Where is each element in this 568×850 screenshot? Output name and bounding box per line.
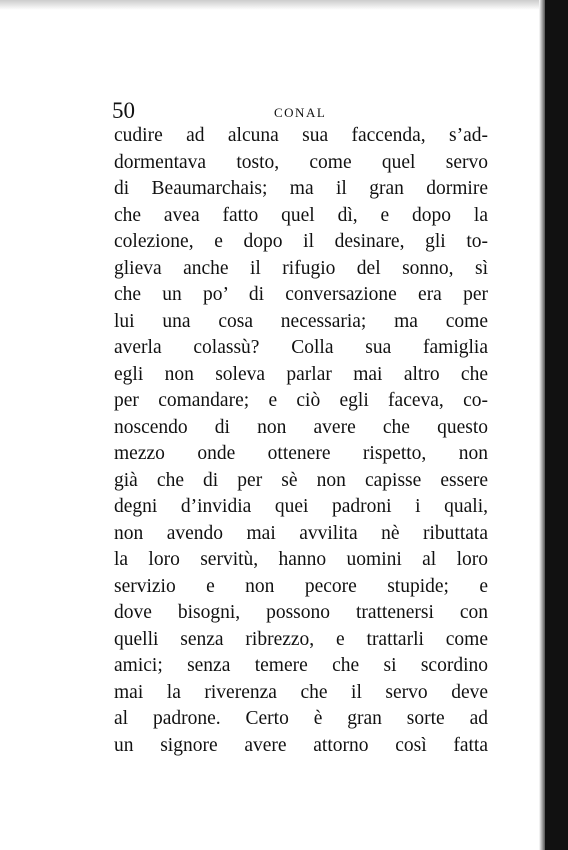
text-line: non avendo mai avvilita nè ributtata <box>114 522 488 544</box>
text-line: mezzo onde ottenere rispetto, non <box>114 443 488 464</box>
text-line: che un po’ di conversazione era per <box>114 284 488 305</box>
page-number: 50 <box>112 98 135 123</box>
scan-page-edge <box>545 0 568 850</box>
text-line: mai la riverenza che il servo deve <box>114 681 488 703</box>
text-line: al padrone. Certo è gran sorte ad <box>114 708 488 729</box>
text-line: averla colassù? Colla sua famiglia <box>114 337 488 358</box>
body-text <box>114 123 488 759</box>
text-line: egli non soleva parlar mai altro che <box>114 363 488 385</box>
text-line: già che di per sè non capisse essere <box>114 469 488 491</box>
text-line: un signore avere attorno così fatta <box>114 734 488 756</box>
text-line: dove bisogni, possono trattenersi con <box>114 602 488 623</box>
text-line: amici; senza temere che si scordino <box>114 655 488 676</box>
running-title: CONAL <box>274 105 327 120</box>
text-line: glieva anche il rifugio del sonno, sì <box>114 257 488 279</box>
text-line: cudire ad alcuna sua faccenda, s’ad- <box>114 125 488 146</box>
text-line: servizio e non pecore stupide; e <box>114 575 488 597</box>
text-line: di Beaumarchais; ma il gran dormire <box>114 178 488 199</box>
text-line: dormentava tosto, come quel servo <box>114 151 488 173</box>
text-line: che avea fatto quel dì, e dopo la <box>114 204 488 226</box>
text-line: degni d’invidia quei padroni i quali, <box>114 496 488 517</box>
text-line: la loro servitù, hanno uomini al loro <box>114 549 488 570</box>
text-line: per comandare; e ciò egli faceva, co- <box>114 390 488 411</box>
text-line: colezione, e dopo il desinare, gli to- <box>114 231 488 252</box>
text-line: noscendo di non avere che questo <box>114 416 488 438</box>
text-line: lui una cosa necessaria; ma come <box>114 310 488 332</box>
text-line: quelli senza ribrezzo, e trattarli come <box>114 628 488 650</box>
